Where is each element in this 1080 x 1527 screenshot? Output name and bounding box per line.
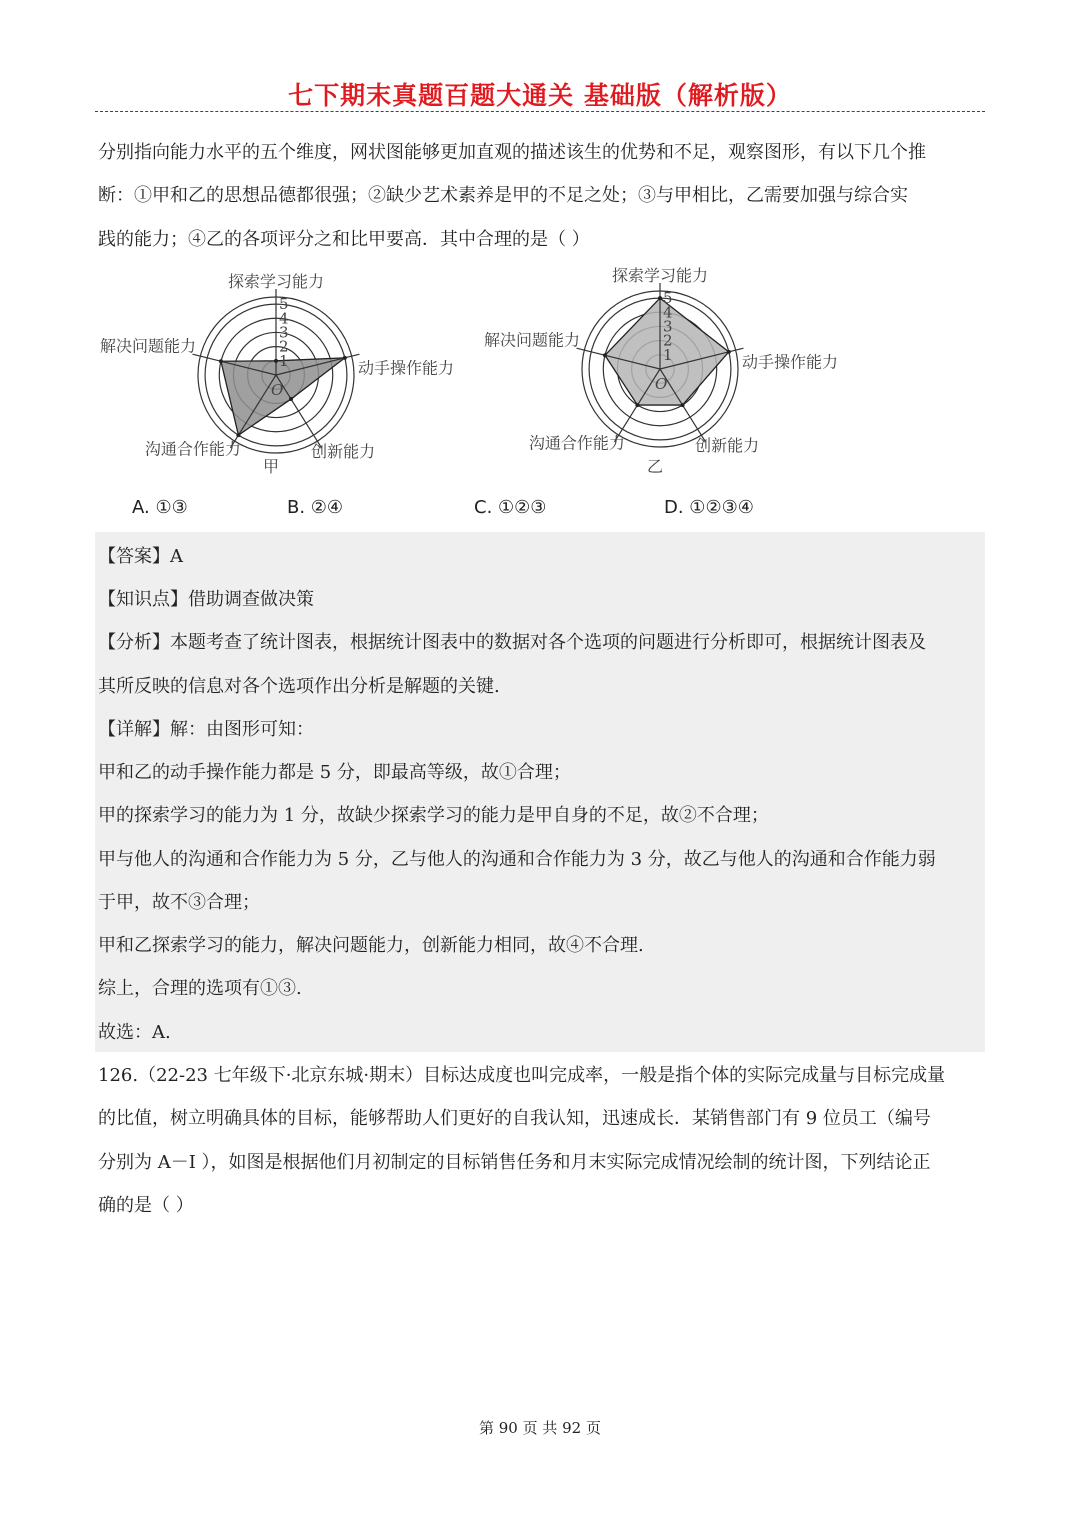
header-divider: [95, 111, 985, 112]
tick-label: 5: [279, 295, 289, 314]
analysis-line-1: 【分析】本题考查了统计图表，根据统计图表中的数据对各个选项的问题进行分析即可，根据统计图表及: [98, 632, 926, 653]
axis-label: 动手操作能力: [358, 358, 455, 378]
tick-label: 2: [279, 337, 289, 356]
option-d[interactable]: D. ①②③④: [664, 497, 754, 518]
option-c[interactable]: C. ①②③: [474, 497, 547, 518]
question-line-3: 践的能力；④乙的各项评分之和比甲要高．其中合理的是（ ）: [98, 229, 590, 250]
step-3-line-a: 甲与他人的沟通和合作能力为 5 分，乙与他人的沟通和合作能力为 3 分，故乙与他人的沟通和合作能力弱: [98, 849, 936, 870]
next-question-line-1: 126.（22-23 七年级下·北京东城·期末）目标达成度也叫完成率，一般是指个体的实际完成量与目标完成量: [98, 1065, 946, 1086]
tick-label: 2: [663, 331, 673, 350]
data-point-3: [236, 433, 240, 437]
detail-line: 【详解】解：由图形可知：: [98, 719, 314, 740]
origin-label: O: [271, 381, 284, 399]
data-point-1: [727, 350, 731, 354]
axis-label: 解决问题能力: [483, 330, 580, 350]
radar-charts: [0, 255, 1080, 485]
answer-line: 【答案】A: [98, 546, 183, 567]
question-line-1: 分别指向能力水平的五个维度，网状图能够更加直观的描述该生的优势和不足，观察图形，有以下几个推: [98, 142, 926, 163]
question-line-2: 断：①甲和乙的思想品德都很强；②缺少艺术素养是甲的不足之处；③与甲相比，乙需要加强与综合实: [98, 185, 908, 206]
axis-label: 沟通合作能力: [144, 439, 241, 459]
radar-chart-jia: [100, 272, 454, 476]
next-question-line-2: 的比值，树立明确具体的目标，能够帮助人们更好的自我认知，迅速成长．某销售部门有 9 位员工（编号: [98, 1108, 931, 1129]
next-question-line-3: 分别为 A－I ），如图是根据他们月初制定的目标销售任务和月末实际完成情况绘制的统计图，下列结论正: [98, 1152, 931, 1173]
data-point-2: [289, 397, 293, 401]
chart-caption: 乙: [646, 457, 664, 476]
option-a[interactable]: A. ①③: [132, 497, 188, 518]
data-point-2: [681, 403, 685, 407]
tick-label: 5: [663, 289, 673, 308]
axis-label: 探索学习能力: [611, 266, 709, 285]
summary-line: 综上，合理的选项有①③.: [98, 978, 302, 999]
page-footer: 第 90 页 共 92 页: [478, 1419, 601, 1437]
step-1-line: 甲和乙的动手操作能力都是 5 分，即最高等级，故①合理；: [98, 762, 571, 783]
axis-label: 沟通合作能力: [528, 433, 625, 453]
tick-label: 1: [663, 345, 673, 364]
chart-caption: 甲: [262, 457, 280, 476]
axis-label: 探索学习能力: [227, 272, 325, 291]
axis-label: 解决问题能力: [99, 336, 196, 356]
data-point-3: [635, 403, 639, 407]
data-point-0: [274, 359, 278, 363]
choice-line: 故选：A.: [98, 1022, 171, 1043]
tick-label: 4: [663, 303, 673, 322]
analysis-line-2: 其所反映的信息对各个选项作出分析是解题的关键.: [98, 676, 500, 697]
data-point-4: [603, 353, 607, 357]
tick-label: 3: [279, 323, 289, 342]
knowledge-point-line: 【知识点】借助调查做决策: [98, 589, 314, 610]
page-header-title: 七下期末真题百题大通关 基础版（解析版）: [288, 81, 792, 110]
step-2-line: 甲的探索学习的能力为 1 分，故缺少探索学习的能力是甲自身的不足，故②不合理；: [98, 805, 769, 826]
data-point-4: [219, 359, 223, 363]
axis-label: 动手操作能力: [742, 352, 839, 372]
option-b[interactable]: B. ②④: [287, 497, 344, 518]
next-question-line-4: 确的是（ ）: [98, 1195, 194, 1216]
data-point-1: [343, 356, 347, 360]
step-4-line: 甲和乙探索学习的能力，解决问题能力，创新能力相同，故④不合理.: [98, 935, 644, 956]
axis-label: 创新能力: [311, 441, 376, 461]
radar-chart-yi: [484, 266, 838, 476]
axis-label: 创新能力: [695, 435, 760, 455]
data-point-0: [658, 296, 662, 300]
step-3-line-b: 于甲，故不③合理；: [98, 892, 260, 913]
origin-label: O: [655, 375, 668, 393]
tick-label: 3: [663, 317, 673, 336]
tick-label: 4: [279, 309, 289, 328]
tick-label: 1: [279, 351, 289, 370]
